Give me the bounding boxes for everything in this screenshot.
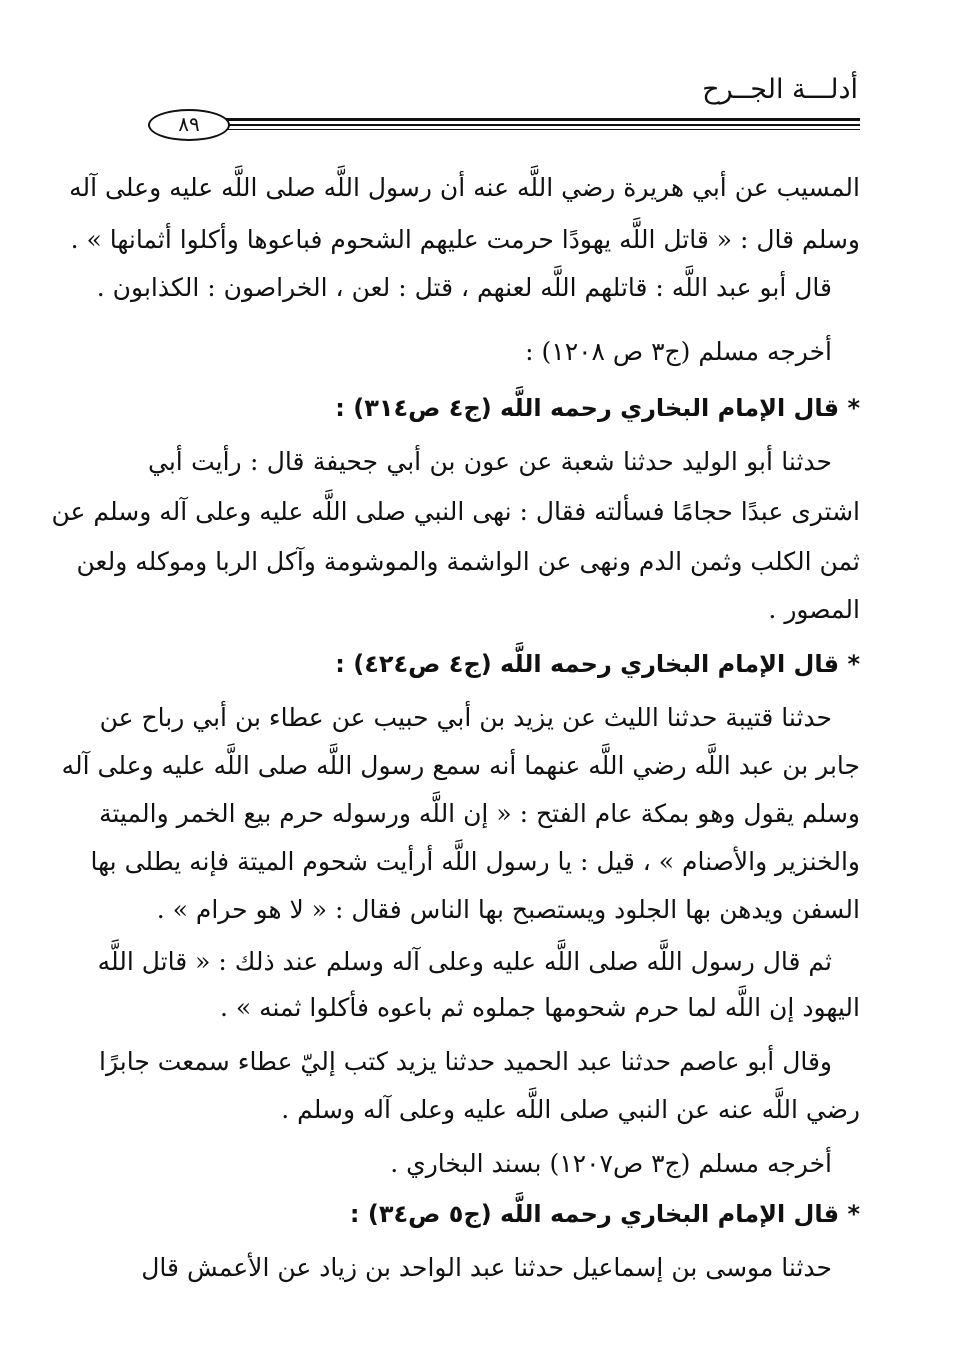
text-line: وقال أبو عاصم حدثنا عبد الحميد حدثنا يزيد كتب إليّ عطاء سمعت جابرًا [99, 1047, 832, 1076]
header-rule [210, 124, 860, 126]
text-line: والخنزير والأصنام » ، قيل : يا رسول اللَّه أرأيت شحوم الميتة فإنه يطلى بها [90, 847, 860, 876]
text-line: اشترى عبدًا حجامًا فسألته فقال : نهى النبي صلى اللَّه عليه وعلى آله وسلم عن [51, 497, 860, 526]
text-line: قال أبو عبد اللَّه : قاتلهم اللَّه لعنهم ، قتل : لعن ، الخراصون : الكذابون . [96, 273, 832, 302]
source-note: أخرجه مسلم (ج٣ ص ١٢٠٨) : [525, 337, 832, 366]
text-line: حدثنا موسى بن إسماعيل حدثنا عبد الواحد بن زياد عن الأعمش قال [141, 1253, 832, 1282]
section-heading: * قال الإمام البخاري رحمه اللَّه (ج٥ ص٣٤) : [349, 1200, 860, 1228]
text-line: المسيب عن أبي هريرة رضي اللَّه عنه أن رسول اللَّه صلى اللَّه عليه وعلى آله [69, 173, 860, 202]
text-line: المصور . [768, 595, 860, 624]
text-line: ثم قال رسول اللَّه صلى اللَّه عليه وعلى آله وسلم عند ذلك : « قاتل اللَّه [97, 947, 832, 976]
source-note: أخرجه مسلم (ج٣ ص١٢٠٧) بسند البخاري . [390, 1149, 832, 1178]
text-line: ثمن الكلب وثمن الدم ونهى عن الواشمة والموشومة وآكل الربا وموكله ولعن [76, 547, 860, 576]
header-rule [210, 118, 860, 121]
text-line: جابر بن عبد اللَّه رضي اللَّه عنهما أنه سمع رسول اللَّه صلى اللَّه عليه وعلى آله [61, 751, 860, 780]
section-heading: * قال الإمام البخاري رحمه اللَّه (ج٤ ص٣١٤) : [335, 394, 860, 422]
text-line: وسلم قال : « قاتل اللَّه يهودًا حرمت عليهم الشحوم فباعوها وأكلوا أثمانها » . [70, 225, 860, 254]
text-line: اليهود إن اللَّه لما حرم شحومها جملوه ثم باعوه فأكلوا ثمنه » . [219, 993, 860, 1022]
section-heading: * قال الإمام البخاري رحمه اللَّه (ج٤ ص٤٢٤) : [335, 650, 860, 678]
text-line: وسلم يقول وهو بمكة عام الفتح : « إن اللَّه ورسوله حرم بيع الخمر والميتة [99, 799, 860, 828]
page-number: ٨٩ [178, 112, 200, 136]
text-line: حدثنا قتيبة حدثنا الليث عن يزيد بن أبي حبيب عن عطاء بن أبي رباح عن [99, 703, 832, 732]
text-line: رضي اللَّه عنه عن النبي صلى اللَّه عليه وعلى آله وسلم . [281, 1095, 860, 1124]
text-line: حدثنا أبو الوليد حدثنا شعبة عن عون بن أبي جحيفة قال : رأيت أبي [148, 447, 832, 476]
header-rule [210, 129, 860, 130]
running-title: أدلـــة الجــرح [702, 74, 858, 105]
text-line: السفن ويدهن بها الجلود ويستصبح بها الناس فقال : « لا هو حرام » . [156, 895, 860, 924]
